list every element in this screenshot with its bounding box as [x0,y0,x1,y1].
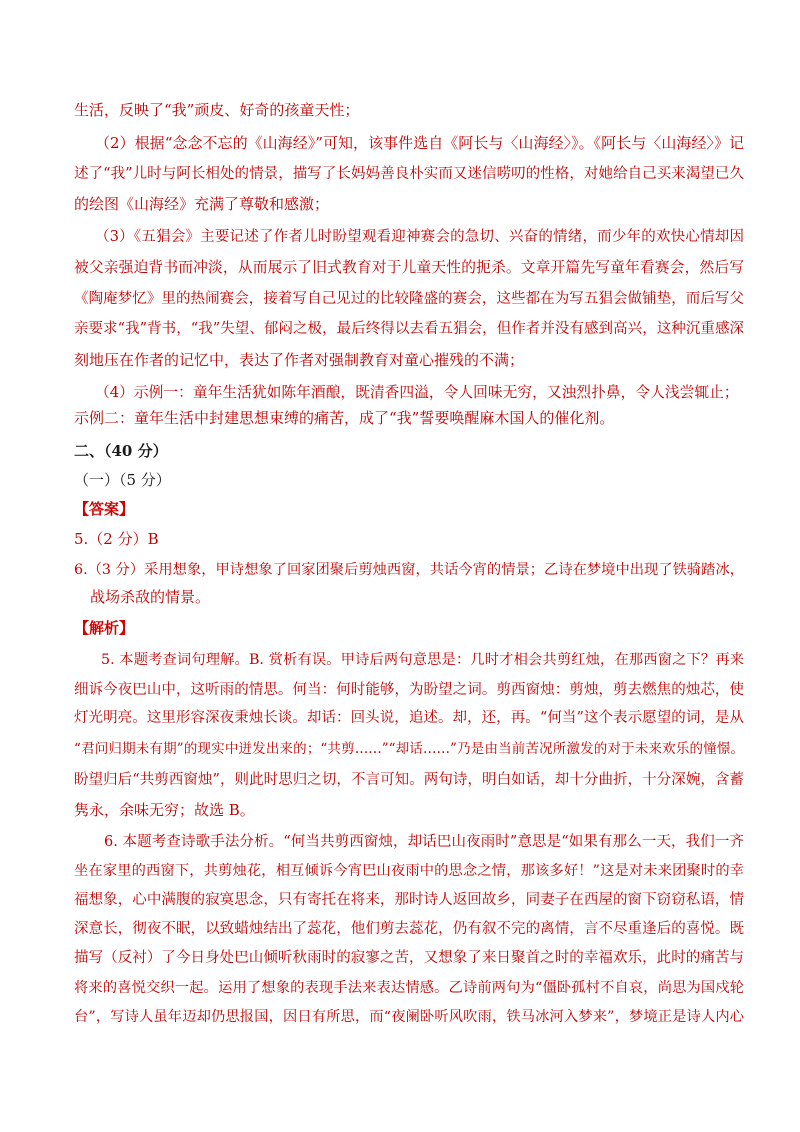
text-line: 的绘图《山海经》充满了尊敬和感激； [74,195,330,213]
analysis-line: “君问归期未有期”的现实中迸发出来的；“共剪……”“却话……”乃是由当前苦况所激发的对于未来欢乐的憧憬。 [74,741,744,757]
text-line: 被父亲强迫背书而冲淡，从而展示了旧式教育对于儿童天性的扼杀。文章开篇先写童年看赛会，然后写 [74,259,744,276]
text-line: （2）根据“念念不忘的《山海经》”可知，该事件选自《阿长与〈山海经〉》。《阿长与〈山海经〉》记 [95,134,744,152]
analysis-line: 5. 本题考查词句理解。B. 赏析有误。甲诗后两句意思是：几时才相会共剪红烛，在那西窗之下？再来 [101,652,744,668]
analysis-line: 将来的喜悦交织一起。运用了想象的表现手法来表达情感。乙诗前两句为“僵卧孤村不自哀，尚思为国戍轮 [74,980,744,996]
analysis-line: 细诉今夜巴山中，这听雨的情思。何当：何时能够，为盼望之词。剪西窗烛：剪烛，剪去燃焦的烛芯，使 [74,682,744,698]
analysis-label: 【解析】 [74,619,135,637]
analysis-line: 描写（反衬）了今日身处巴山倾听秋雨时的寂寥之苦，又想象了来日聚首之时的幸福欢乐，此时的痛苦与 [74,950,744,966]
answer-label: 【答案】 [74,500,135,518]
answer-line: 5.（2 分）B [74,530,159,548]
text-line: 生活，反映了“我”顽皮、好奇的孩童天性； [74,101,360,119]
analysis-line: 6. 本题考查诗歌手法分析。“何当共剪西窗烛，却话巴山夜雨时”意思是“如果有那么一天，我们一齐 [104,834,744,850]
analysis-line: 台”，写诗人虽年迈却仍思报国，因日有所思，而“夜阑卧听风吹雨，铁马冰河入梦来”，梦境正是诗人内心 [74,1009,744,1025]
answer-line: 战场杀敌的情景。 [90,588,211,606]
answer-line: 6.（3 分）采用想象，甲诗想象了回家团聚后剪烛西窗，共话今宵的情景；乙诗在梦境中出现了铁骑踏冰， [74,562,744,578]
analysis-line: 盼望归后“共剪西窗烛”，则此时思归之切，不言可知。两句诗，明白如话，却十分曲折，十分深婉，含蓄 [74,772,744,788]
analysis-line: 坐在家里的西窗下，共剪烛花，相互倾诉今宵巴山夜雨中的思念之情，那该多好！”这是对未来团聚时的幸 [74,863,744,879]
text-line: 《陶庵梦忆》里的热闹赛会，接着写自己见过的比较隆盛的赛会，这些都在为写五猖会做铺垫，而后写父 [74,291,744,307]
text-line: 亲要求“我”背书，“我”失望、郁闷之极，最后终得以去看五猖会，但作者并没有感到高兴，这种沉重感深 [74,321,744,337]
text-line: （3）《五猖会》主要记述了作者儿时盼望观看迎神赛会的急切、兴奋的情绪，而少年的欢快心情却因 [95,229,744,245]
analysis-line: 福想象，心中满腹的寂寞思念，只有寄托在将来，那时诗人返回故乡，同妻子在西屋的窗下窃窃私语，情 [74,892,744,908]
text-line: 刻地压在作者的记忆中，表达了作者对强制教育对童心摧残的不满； [74,351,525,369]
analysis-line: 隽永，余味无穷；故选 B。 [74,801,255,819]
text-line: （4）示例一：童年生活犹如陈年酒酿，既清香四溢，令人回味无穷，又浊烈扑鼻，令人浅尝辄止； [95,384,739,401]
analysis-line: 深意长，彻夜不眠，以致蜡烛结出了蕊花，他们剪去蕊花，仍有叙不完的离情，言不尽重逢后的喜悦。既 [74,921,744,937]
analysis-line: 灯光明亮。这里形容深夜秉烛长谈。却话：回头说，追述。却，还，再。“何当”这个表示愿望的词，是从 [74,710,744,726]
text-line: 述了“我”儿时与阿长相处的情景，描写了长妈妈善良朴实而又迷信唠叨的性格，对她给自己买来渴望已久 [74,166,744,182]
section-heading: 二、（40 分） [74,442,168,460]
text-line: 示例二：童年生活中封建思想束缚的痛苦，成了“我”誓要唤醒麻木国人的催化剂。 [74,409,615,427]
subsection-heading: （一）（5 分） [74,471,171,489]
